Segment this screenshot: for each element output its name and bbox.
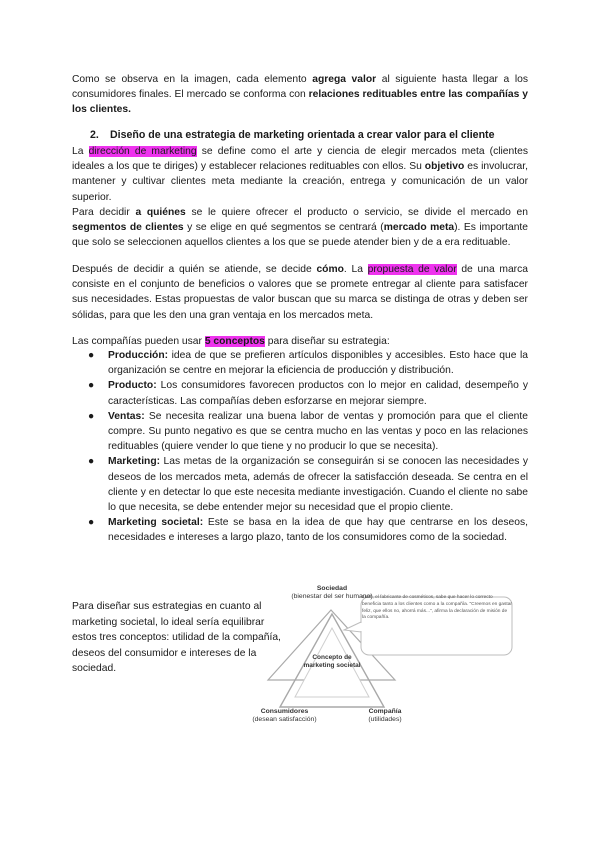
paragraph-direccion xyxy=(72,144,528,205)
intro-bold-1: agrega valor xyxy=(312,74,377,85)
bullet-icon: ● xyxy=(88,517,95,529)
intro-text-2: al siguiente hasta llegar a los consumidores finales. El mercado se conforma con xyxy=(72,74,528,101)
para2-bold-a-quienes: a quiénes xyxy=(135,207,186,218)
para3-text-2: . La xyxy=(343,264,368,275)
list-item-produccion xyxy=(72,348,528,378)
bullet-icon: ● xyxy=(88,410,95,422)
bullet-icon: ● xyxy=(88,456,95,468)
concepto-label: Concepto de marketing societal xyxy=(303,654,361,669)
highlight-5-conceptos: 5 conceptos xyxy=(204,336,265,347)
side-paragraph: Para diseñar sus estrategias en cuanto al marketing societal, lo ideal sería equilibrar estos tres conceptos: utilidad de la compañía, deseos del consumidor e intereses de la sociedad. xyxy=(72,601,281,675)
list-item-ventas xyxy=(72,409,528,455)
para2-text-2: se le quiere ofrecer el producto o servicio, se divide el mercado en xyxy=(185,207,528,218)
concepts-list xyxy=(72,348,528,546)
concept-name: Producción: xyxy=(108,350,169,361)
bullet-icon: ● xyxy=(88,350,95,361)
list-item-marketing-societal xyxy=(72,515,528,545)
para3-bold-como: cómo xyxy=(316,264,344,275)
concept-name: Marketing: xyxy=(108,456,161,468)
highlight-propuesta-valor: propuesta de valor xyxy=(367,264,457,275)
para1-text-2: se define como el arte y ciencia de elegir mercados meta (clientes ideales a los que te diriges) y establecer relaciones redituables con ellos. Su xyxy=(72,146,528,173)
highlight-direccion-marketing: dirección de marketing xyxy=(88,146,197,157)
para2-text-3: y se elige en qué segmentos se centrará ( xyxy=(183,222,384,234)
para3-text-3: de una marca consiste en el conjunto de beneficios o valores que se promete entregar al cliente para satisfacer sus necesidades. Estas propuestas de valor buscan que su marca se distinga de otras y deben ser sólidas, para que les den una gran ventaja en los mercados meta. xyxy=(72,264,528,321)
para3-text-1: Después de decidir a quién se atiende, se decide xyxy=(72,264,317,275)
concept-text: Se necesita realizar una buena labor de ventas y promoción para que el cliente compre. Su punto negativo es que se centra mucho en las ventas y poco en las relaciones redituables (quiere vender lo que tiene y no producir lo que se necesita). xyxy=(108,410,528,453)
callout-text: Lush, el fabricante de cosméticos, sabe que hacer lo correcto beneficia tanto a los clientes como a la compañía. "Creemos en gastar feliz, que ellos no, ahorrá más...", afirma la declaración de misión de la compañía. xyxy=(362,595,512,621)
para4-text-2: para diseñar su estrategia: xyxy=(264,336,390,347)
section-heading xyxy=(90,129,494,141)
section-number: 2. xyxy=(90,129,99,141)
concept-name: Producto: xyxy=(108,380,157,392)
para4-text-1: Las compañías pueden usar xyxy=(72,336,205,347)
compania-label: Compañía (utilidades) xyxy=(368,708,402,723)
intro-text-1: Como se observa en la imagen, cada elemento xyxy=(72,74,313,85)
paragraph-cinco-conceptos xyxy=(72,334,528,349)
bullet-icon: ● xyxy=(88,380,95,392)
para2-text-1: Para decidir xyxy=(72,207,136,218)
list-item-producto xyxy=(72,378,528,408)
para2-bold-segmentos: segmentos de clientes xyxy=(72,222,184,234)
list-item-marketing xyxy=(72,454,528,515)
concept-text: Las metas de la organización se conseguirán si se conocen las necesidades y deseos de los mercados meta, además de ofrecer la satisfacción deseada. Se centra en el cliente y en detectar lo que este necesita mediante investigación. Cuando el cliente no sabe lo que necesita, se debe entender mejor su necesidad que el propio cliente. xyxy=(108,456,528,514)
consumidores-label: Consumidores (desean satisfacción) xyxy=(252,708,317,723)
intro-bold-2: relaciones redituables entre las compañías y los clientes. xyxy=(72,89,528,116)
para2-text-4: ). Es importante que solo se seleccionen aquellos clientes a los que se puede atender bien y de a era redituable. xyxy=(72,222,529,249)
intro-paragraph xyxy=(72,72,528,118)
concept-text: Los consumidores favorecen productos con lo mejor en calidad, desempeño y características. Las compañías deben esforzarse en mejorar siempre. xyxy=(108,380,528,407)
concept-name: Ventas: xyxy=(108,410,145,422)
para1-bold-objetivo: objetivo xyxy=(424,161,465,173)
paragraph-propuesta xyxy=(72,262,528,323)
paragraph-segmentos xyxy=(72,205,528,251)
section-title: Diseño de una estrategia de marketing orientada a crear valor para el cliente xyxy=(110,129,495,141)
para2-bold-mercado-meta: mercado meta xyxy=(383,222,455,234)
sociedad-label: Sociedad (bienestar del ser humano) xyxy=(291,585,373,600)
concept-text: Este se basa en la idea de que hay que centrarse en los deseos, necesidades e intereses a largo plazo, tanto de los consumidores como de la sociedad. xyxy=(108,517,528,544)
concept-name: Marketing societal: xyxy=(108,517,204,529)
concept-text: idea de que se prefieren artículos disponibles y accesibles. Esto hace que la organización se centre en mejorar la eficiencia de producción y distribución. xyxy=(108,350,528,377)
para1-text-1: La xyxy=(72,146,89,157)
para1-text-3: es involucrar, mantener y cultivar clientes meta mediante la creación, entrega y comunicación de un valor superior. xyxy=(72,161,528,203)
